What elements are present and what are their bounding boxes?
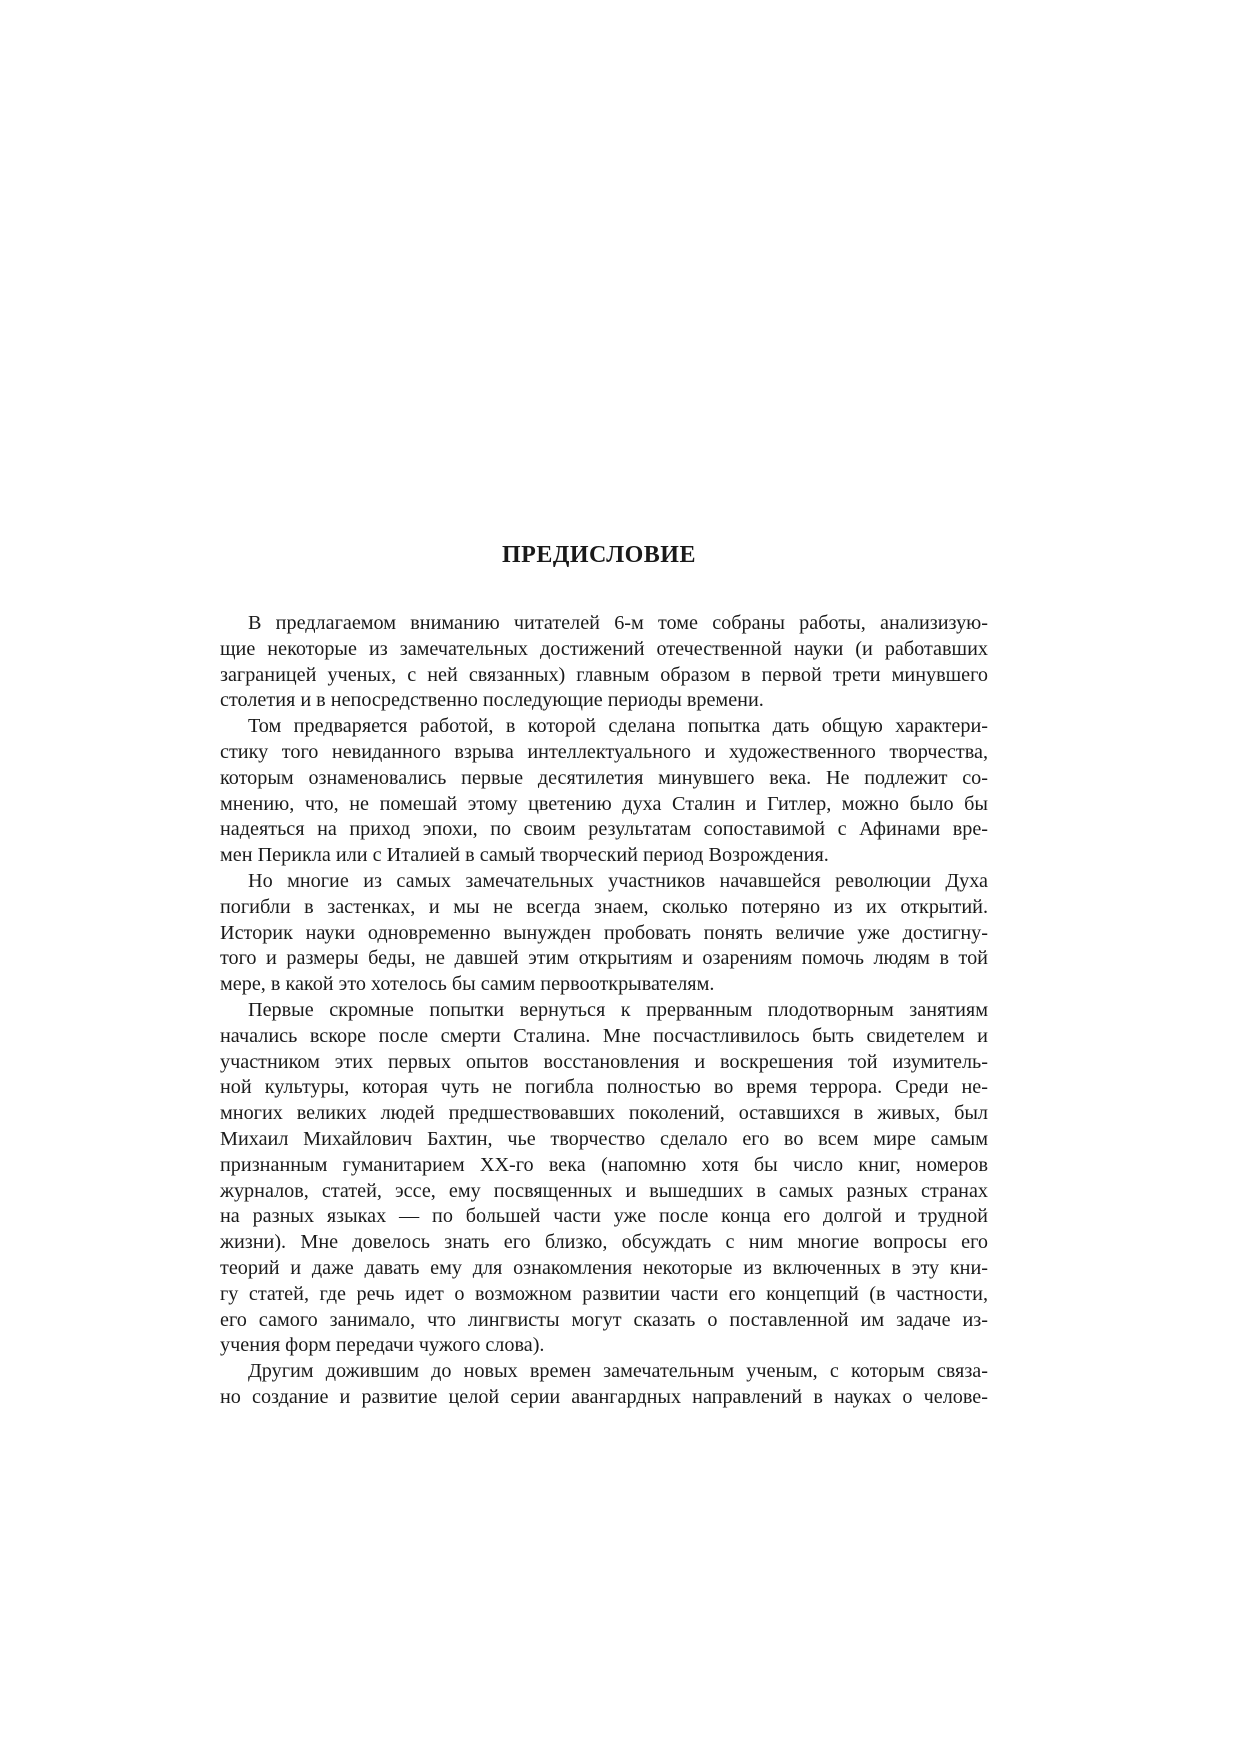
text-line: мен Перикла или с Италией в самый творческий период Возрождения. [220,844,829,867]
text-line: его самого занимало, что лингвисты могут сказать о поставленной им задаче из- [220,1308,988,1331]
text-line: ной культуры, которая чуть не погибла полностью во время террора. Среди не- [220,1076,988,1099]
text-line: Другим дожившим до новых времен замечательным ученым, с которым связа- [248,1360,988,1383]
text-line: начались вскоре после смерти Сталина. Мне посчастливилось быть свидетелем и [220,1024,988,1047]
text-line: жизни). Мне довелось знать его близко, обсуждать с ним многие вопросы его [220,1231,988,1254]
text-line: Но многие из самых замечательных участников начавшейся революции Духа [248,869,988,892]
text-line: В предлагаемом вниманию читателей 6-м томе собраны работы, анализизую- [248,612,988,634]
text-line: того и размеры беды, не давшей этим открытиям и озарениям помочь людям в той [220,947,988,970]
text-line: многих великих людей предшествовавших поколений, оставшихся в живых, был [220,1102,988,1125]
text-line: Том предваряется работой, в которой сделана попытка дать общую характери- [248,715,988,738]
text-line: Историк науки одновременно вынужден пробовать понять величие уже достигну- [220,921,988,944]
page-title: ПРЕДИСЛОВИЕ [502,542,696,568]
text-line: мнению, что, не помешай этому цветению духа Сталин и Гитлер, можно было бы [220,792,988,815]
text-line: погибли в застенках, и мы не всегда знаем, сколько потеряно из их открытий. [220,895,988,918]
text-line: журналов, статей, эссе, ему посвященных и вышедших в самых разных странах [220,1179,988,1202]
text-line: участником этих первых опытов восстановления и воскрешения той изумитель- [220,1050,988,1073]
text-line: надеяться на приход эпохи, по своим результатам сопоставимой с Афинами вре- [220,818,988,841]
text-line: на разных языках — по большей части уже после конца его долгой и трудной [220,1205,988,1228]
preface-body [220,611,988,1411]
text-line: теорий и даже давать ему для ознакомления некоторые из включенных в эту кни- [220,1256,988,1279]
text-line: гу статей, где речь идет о возможном развитии части его концепций (в частности, [220,1282,988,1305]
text-line: Первые скромные попытки вернуться к прерванным плодотворным занятиям [248,998,988,1021]
text-line: учения форм передачи чужого слова). [220,1334,545,1357]
text-line: заграницей ученых, с ней связанных) главным образом в первой трети минувшего [220,663,988,686]
text-line: признанным гуманитарием ХХ-го века (напомню хотя бы число книг, номеров [220,1153,988,1176]
text-line: Михаил Михайлович Бахтин, чье творчество сделало его во всем мире самым [220,1127,988,1150]
text-line: которым ознаменовались первые десятилетия минувшего века. Не подлежит со- [220,766,988,789]
text-line: столетия и в непосредственно последующие периоды времени. [220,689,764,712]
text-line: мере, в какой это хотелось бы самим первооткрывателям. [220,973,715,996]
text-line: щие некоторые из замечательных достижений отечественной науки (и работавших [220,637,988,660]
text-line: стику того невиданного взрыва интеллектуального и художественного творчества, [220,740,988,763]
text-line: но создание и развитие целой серии авангардных направлений в науках о челове- [220,1385,988,1408]
